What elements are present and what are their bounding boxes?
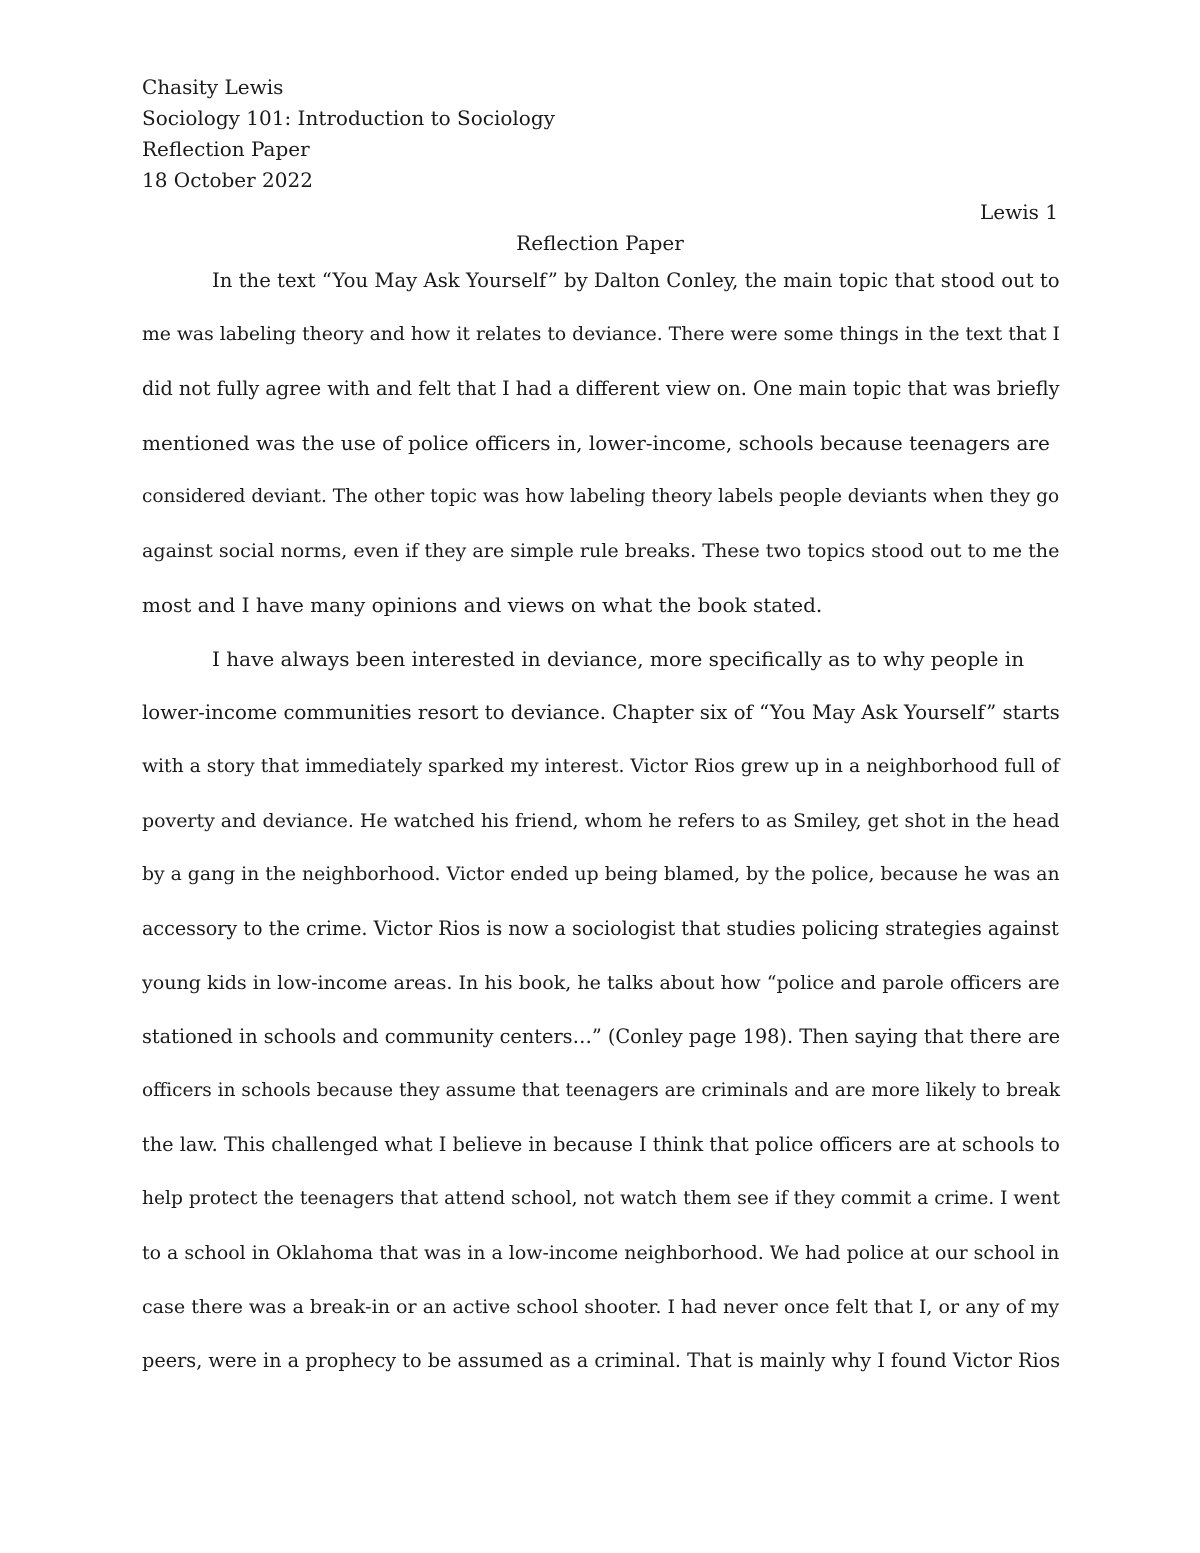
body-text-line: most and I have many opinions and views on what the book stated. — [142, 593, 823, 617]
body-text-line: accessory to the crime. Victor Rios is now a sociologist that studies policing strategies against — [142, 917, 1059, 940]
paper-date: 18 October 2022 — [142, 168, 313, 192]
body-text-line: help protect the teenagers that attend school, not watch them see if they commit a crime. I went — [142, 1188, 1060, 1209]
body-text-line: peers, were in a prophecy to be assumed as a criminal. That is mainly why I found Victor Rios — [142, 1349, 1061, 1372]
body-text-line: poverty and deviance. He watched his friend, whom he refers to as Smiley, get shot in the head — [142, 810, 1060, 832]
body-text-line: stationed in schools and community centers…” (Conley page 198). Then saying that there are — [142, 1025, 1061, 1048]
body-text-line: mentioned was the use of police officers in, lower-income, schools because teenagers are — [142, 431, 1050, 455]
paper-title: Reflection Paper — [516, 231, 684, 255]
body-text-line: I have always been interested in deviance, more specifically as to why people in — [212, 647, 1025, 671]
course-name: Sociology 101: Introduction to Sociology — [142, 106, 555, 130]
running-head-page-number: Lewis 1 — [980, 200, 1058, 224]
body-text-line: lower-income communities resort to deviance. Chapter six of “You May Ask Yourself” starts — [142, 701, 1060, 724]
body-text-line: case there was a break-in or an active school shooter. I had never once felt that I, or any of my — [142, 1295, 1060, 1318]
paper-body — [142, 266, 1060, 1400]
body-text-line: against social norms, even if they are simple rule breaks. These two topics stood out to me the — [142, 539, 1060, 562]
author-name: Chasity Lewis — [142, 75, 284, 99]
body-text-line: considered deviant. The other topic was how labeling theory labels people deviants when they go — [142, 486, 1060, 507]
body-text-line: by a gang in the neighborhood. Victor ended up being blamed, by the police, because he was an — [142, 864, 1060, 885]
body-text-line: the law. This challenged what I believe in because I think that police officers are at schools to — [142, 1133, 1060, 1156]
mla-heading — [142, 72, 555, 196]
body-text-line: me was labeling theory and how it relates to deviance. There were some things in the text that I — [142, 324, 1060, 345]
body-text-line: did not fully agree with and felt that I had a different view on. One main topic that was briefly — [142, 377, 1060, 400]
body-text-line: young kids in low-income areas. In his book, he talks about how “police and parole officers are — [142, 972, 1060, 994]
body-text-line: In the text “You May Ask Yourself” by Dalton Conley, the main topic that stood out to — [212, 269, 1060, 292]
body-text-line: to a school in Oklahoma that was in a low-income neighborhood. We had police at our school in — [142, 1242, 1060, 1264]
body-text-line: officers in schools because they assume that teenagers are criminals and are more likely to break — [142, 1080, 1061, 1101]
assignment-name: Reflection Paper — [142, 137, 310, 161]
body-text-line: with a story that immediately sparked my interest. Victor Rios grew up in a neighborhood full of — [142, 756, 1060, 777]
